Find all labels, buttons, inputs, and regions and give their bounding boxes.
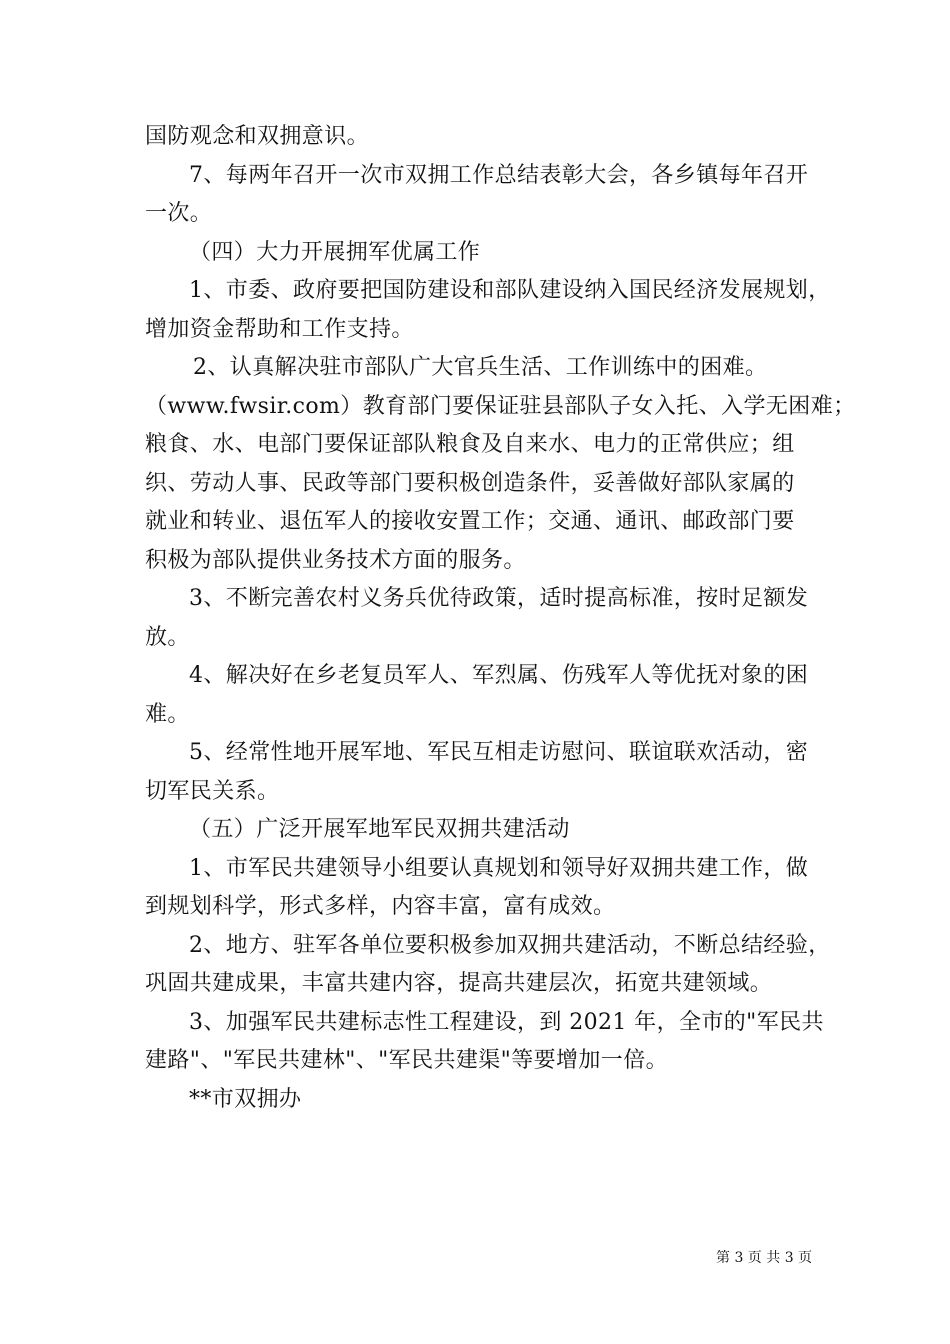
- body-line: 1、市军民共建领导小组要认真规划和领导好双拥共建工作，做: [189, 855, 809, 881]
- body-line: 积极为部队提供业务技术方面的服务。: [145, 547, 526, 573]
- signature-line: **市双拥办: [189, 1086, 302, 1112]
- body-line: 5、经常性地开展军地、军民互相走访慰问、联谊联欢活动，密: [189, 740, 809, 765]
- body-line: 织、劳动人事、民政等部门要积极创造条件，妥善做好部队家属的: [145, 470, 795, 496]
- body-line: 难。: [145, 701, 190, 727]
- body-line: 4、解决好在乡老复员军人、军烈属、伤残军人等优抚对象的困: [189, 663, 809, 688]
- body-line: 7、每两年召开一次市双拥工作总结表彰大会，各乡镇每年召开: [189, 162, 809, 188]
- body-line: 建路"、"军民共建林"、"军民共建渠"等要增加一倍。: [145, 1048, 668, 1073]
- body-line: 放。: [145, 624, 190, 650]
- body-line: 3、加强军民共建标志性工程建设，到 2021 年，全市的"军民共: [189, 1009, 824, 1035]
- body-line: 3、不断完善农村义务兵优待政策，适时提高标准，按时足额发: [189, 586, 809, 611]
- section-heading: （四）大力开展拥军优属工作: [189, 239, 481, 265]
- body-line: 到规划科学，形式多样，内容丰富，富有成效。: [145, 894, 616, 919]
- body-line: 就业和转业、退伍军人的接收安置工作；交通、通讯、邮政部门要: [145, 509, 795, 534]
- body-line: 2、地方、驻军各单位要积极参加双拥共建活动，不断总结经验，: [189, 932, 831, 958]
- section-heading: （五）广泛开展军地军民双拥共建活动: [189, 817, 570, 842]
- body-line: 一次。: [145, 201, 213, 226]
- page-number-footer: 第 3 页 共 3 页: [716, 1250, 813, 1266]
- body-line: 切军民关系。: [145, 778, 280, 804]
- body-line: 增加资金帮助和工作支持。: [145, 316, 414, 342]
- body-line: （www.fwsir.com）教育部门要保证驻县部队子女入托、入学无困难；: [145, 393, 856, 419]
- body-line: 国防观念和双拥意识。: [145, 124, 370, 149]
- body-line: 巩固共建成果，丰富共建内容，提高共建层次，拓宽共建领域。: [145, 971, 773, 996]
- document-body: [145, 118, 856, 1119]
- body-line: 1、市委、政府要把国防建设和部队建设纳入国民经济发展规划，: [189, 278, 831, 303]
- body-line: 2、认真解决驻市部队广大官兵生活、工作训练中的困难。: [193, 355, 768, 380]
- body-line: 粮食、水、电部门要保证部队粮食及自来水、电力的正常供应；组: [145, 432, 795, 457]
